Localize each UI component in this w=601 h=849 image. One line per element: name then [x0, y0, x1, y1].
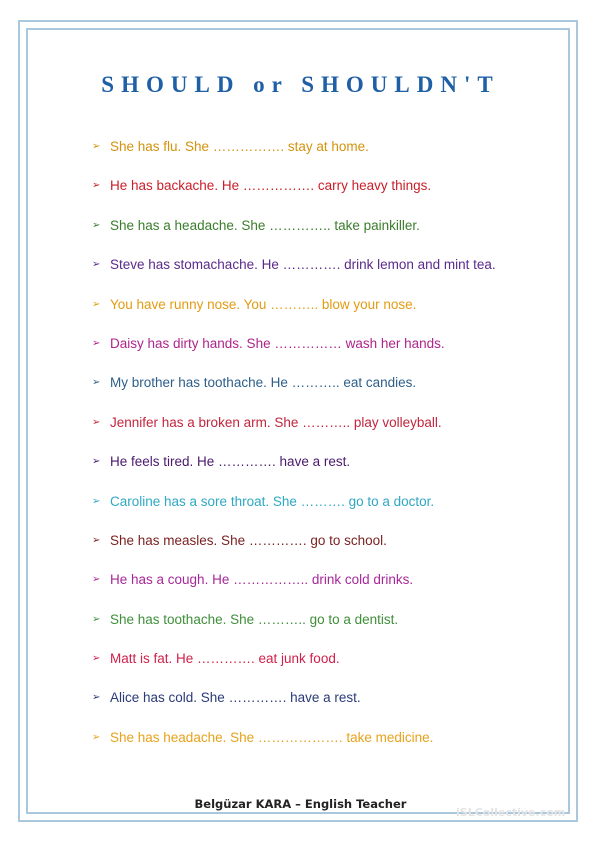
arrow-bullet-icon: ➢ — [92, 534, 101, 546]
site-watermark: iSLCollective.com — [456, 806, 566, 819]
worksheet-title: SHOULD or SHOULDN'T — [101, 72, 500, 97]
exercise-sentence: She has flu. She ……………. stay at home. — [110, 139, 369, 154]
exercise-sentence: He has a cough. He …………….. drink cold drinks. — [110, 572, 414, 588]
exercise-sentence: She has a headache. She ………….. take painkiller. — [110, 217, 420, 233]
exercise-item — [92, 452, 562, 491]
exercise-sentence: Daisy has dirty hands. She …………… wash her hands. — [110, 335, 445, 351]
exercise-sentence: Jennifer has a broken arm. She ……….. play volleyball. — [110, 414, 442, 430]
exercise-item — [92, 334, 562, 373]
exercise-item — [92, 531, 562, 570]
arrow-bullet-icon: ➢ — [92, 141, 101, 152]
exercise-sentence: My brother has toothache. He ……….. eat candies. — [110, 375, 417, 391]
arrow-bullet-icon: ➢ — [92, 495, 101, 507]
exercise-item — [92, 688, 562, 727]
exercise-item — [92, 176, 562, 215]
exercise-sentence: You have runny nose. You ……….. blow your nose. — [110, 296, 417, 312]
exercise-sentence: He feels tired. He …………. have a rest. — [110, 454, 351, 470]
arrow-bullet-icon: ➢ — [92, 574, 101, 586]
exercise-sentence: Matt is fat. He …………. eat junk food. — [110, 651, 340, 667]
exercise-sentence: She has measles. She …………. go to school. — [110, 532, 387, 548]
arrow-bullet-icon: ➢ — [92, 653, 101, 665]
exercise-item — [92, 137, 562, 176]
arrow-bullet-icon: ➢ — [92, 377, 101, 389]
exercise-item — [92, 570, 562, 609]
exercise-item — [92, 295, 562, 334]
exercise-sentence: She has toothache. She ……….. go to a dentist. — [110, 611, 399, 627]
exercise-sentence: Steve has stomachache. He …………. drink lemon and mint tea. — [110, 257, 496, 273]
exercise-list — [92, 137, 562, 767]
exercise-item — [92, 492, 562, 531]
arrow-bullet-icon: ➢ — [92, 259, 101, 271]
arrow-bullet-icon: ➢ — [92, 731, 101, 743]
exercise-item — [92, 255, 562, 294]
author-credit: Belgüzar KARA – English Teacher — [194, 797, 407, 811]
exercise-item — [92, 216, 562, 255]
exercise-item — [92, 373, 562, 412]
arrow-bullet-icon: ➢ — [92, 416, 101, 428]
exercise-sentence: Alice has cold. She …………. have a rest. — [110, 690, 361, 706]
exercise-item — [92, 610, 562, 649]
exercise-sentence: She has headache. She ………………. take medicine. — [110, 729, 434, 745]
exercise-item — [92, 413, 562, 452]
arrow-bullet-icon: ➢ — [92, 180, 101, 192]
arrow-bullet-icon: ➢ — [92, 298, 101, 310]
arrow-bullet-icon: ➢ — [92, 219, 101, 231]
arrow-bullet-icon: ➢ — [92, 456, 101, 468]
exercise-sentence: Caroline has a sore throat. She ………. go to a doctor. — [110, 493, 435, 509]
arrow-bullet-icon: ➢ — [92, 337, 101, 349]
arrow-bullet-icon: ➢ — [92, 613, 101, 625]
exercise-sentence: He has backache. He ……………. carry heavy things. — [110, 178, 432, 194]
arrow-bullet-icon: ➢ — [92, 692, 101, 704]
exercise-item — [92, 728, 562, 767]
exercise-item — [92, 649, 562, 688]
